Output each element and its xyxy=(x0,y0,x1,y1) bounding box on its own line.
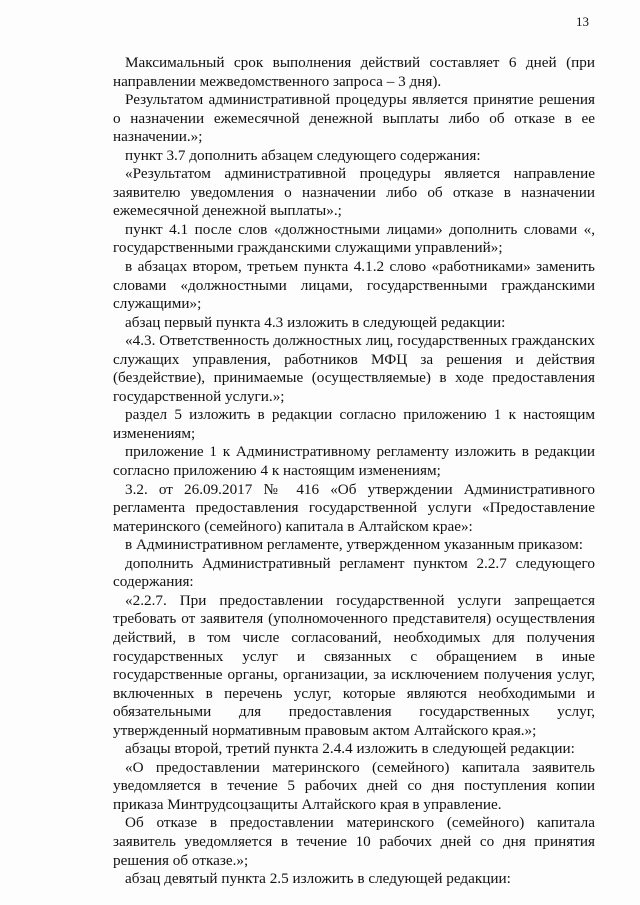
paragraph: приложение 1 к Административному регламенту изложить в редакции согласно приложению 4 к настоящим изменениям; xyxy=(113,443,595,480)
paragraph: пункт 3.7 дополнить абзацем следующего содержания: xyxy=(125,146,481,164)
paragraph: дополнить Административный регламент пунктом 2.2.7 следующего содержания: xyxy=(113,554,595,591)
paragraph: в абзацах втором, третьем пункта 4.1.2 слово «работниками» заменить словами «должностными лицами, государственными гражданскими служащими»; xyxy=(113,258,595,313)
paragraph: Результатом административной процедуры является принятие решения о назначении ежемесячной денежной выплаты либо об отказе в ее назначении.»; xyxy=(113,91,595,146)
paragraph: Об отказе в предоставлении материнского (семейного) капитала заявитель уведомляется в течение 10 рабочих дней со дня принятия решения об отказе.»; xyxy=(113,814,595,869)
paragraph: «О предоставлении материнского (семейного) капитала заявитель уведомляется в течение 5 рабочих дней со дня поступления копии приказа Минтрудсоцзащиты Алтайского края в управление. xyxy=(113,758,595,813)
paragraph: «2.2.7. При предоставлении государственной услуги запрещается требовать от заявителя (уполномоченного представителя) осуществления действий, в том числе согласований, необходимых для получения государственных услуг и связанных с обращением в иные государственные органы, организации, за исключением получения услуг, включенных в перечень услуг, которые являются необходимыми и обязательными для предоставления государственных услуг, утвержденный нормативным правовым актом Алтайского края.»; xyxy=(113,591,595,739)
paragraph: Максимальный срок выполнения действий составляет 6 дней (при направлении межведомственного запроса – 3 дня). xyxy=(113,54,595,90)
paragraph: 3.2. от 26.09.2017 № 416 «Об утверждении Административного регламента предоставления государственной услуги «Предоставление материнского (семейного) капитала в Алтайском крае»: xyxy=(113,480,595,535)
paragraph: «4.3. Ответственность должностных лиц, государственных гражданских служащих управления, работников МФЦ за решения и действия (бездействие), принимаемые (осуществляемые) в ходе предоставления государственной услуги.»; xyxy=(113,332,595,405)
paragraph: абзац первый пункта 4.3 изложить в следующей редакции: xyxy=(125,313,506,331)
paragraph: пункт 4.1 после слов «должностными лицами» дополнить словами «, государственными гражданскими служащими управлений»; xyxy=(113,220,595,257)
paragraph: абзац девятый пункта 2.5 изложить в следующей редакции: xyxy=(125,870,511,888)
paragraph: абзацы второй, третий пункта 2.4.4 изложить в следующей редакции: xyxy=(125,740,575,758)
paragraph: в Административном регламенте, утвержденном указанным приказом: xyxy=(125,536,583,554)
document-body xyxy=(113,54,595,889)
page-number: 13 xyxy=(576,14,589,29)
paragraph: «Результатом административной процедуры является направление заявителю уведомления о назначении либо об отказе в назначении ежемесячной денежной выплаты».; xyxy=(113,165,595,220)
paragraph: раздел 5 изложить в редакции согласно приложению 1 к настоящим изменениям; xyxy=(113,406,595,442)
